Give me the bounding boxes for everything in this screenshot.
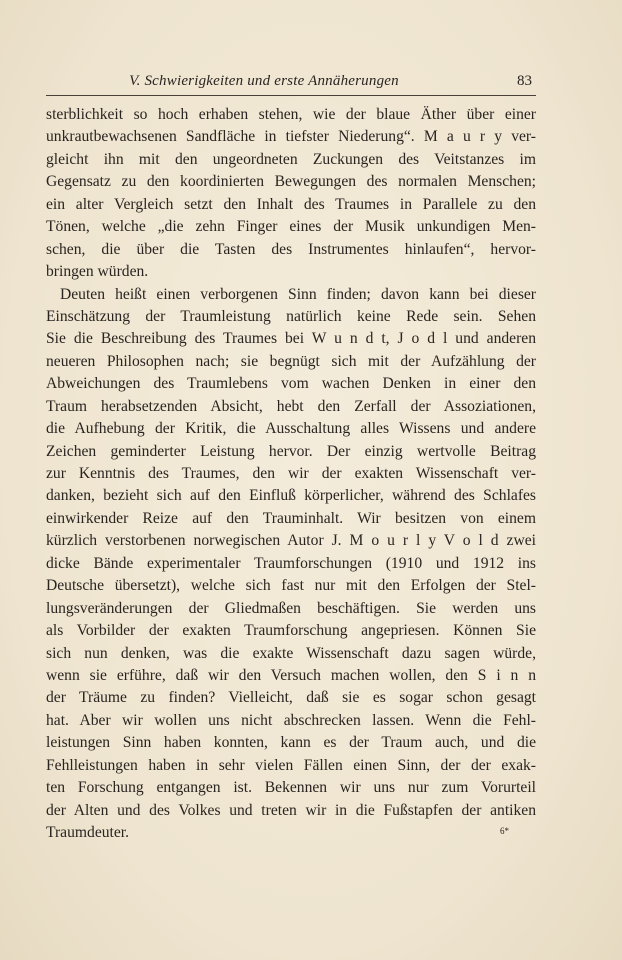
text-line: sich nun denken, was die exakte Wissenschaft dazu sagen würde, bbox=[46, 644, 536, 662]
text-line: Tönen, welche „die zehn Finger eines der Musik unkundigen Men- bbox=[46, 218, 536, 236]
text-line: einwirkender Reize auf den Trauminhalt. Wir besitzen von einem bbox=[46, 509, 536, 527]
text-line: Traumdeuter. bbox=[46, 824, 130, 841]
text-line: neueren Philosophen nach; sie begnügt sich mit der Aufzählung der bbox=[46, 352, 536, 370]
page-number: 83 bbox=[517, 73, 532, 89]
running-title: V. Schwierigkeiten und erste Annäherungen bbox=[129, 73, 399, 89]
text-line: die Aufhebung der Kritik, die Ausschaltung alles Wissens und andere bbox=[46, 420, 536, 438]
text-line: ein alter Vergleich setzt den Inhalt des Traumes in Parallele zu den bbox=[46, 195, 536, 213]
signature-mark: 6* bbox=[500, 826, 509, 836]
body-text bbox=[46, 104, 536, 844]
text-line: sterblichkeit so hoch erhaben stehen, wie der blaue Äther über einer bbox=[46, 106, 536, 123]
text-line: bringen würden. bbox=[46, 263, 149, 281]
text-line: Traum herabsetzenden Absicht, hebt den Zerfall der Assoziationen, bbox=[46, 397, 536, 415]
header-rule bbox=[46, 95, 536, 96]
text-line: Sie die Beschreibung des Traumes bei W u n d t, J o d l und anderen bbox=[46, 330, 536, 348]
paragraph-start-line: Deuten heißt einen verborgenen Sinn finden; davon kann bei dieser bbox=[60, 285, 536, 303]
text-line: unkrautbewachsenen Sandfläche in tiefster Niederung“. M a u r y ver- bbox=[46, 128, 536, 146]
text-line: gleicht ihn mit den ungeordneten Zuckungen des Veitstanzes im bbox=[46, 150, 536, 168]
text-line: kürzlich verstorbenen norwegischen Autor J. M o u r l y V o l d zwei bbox=[46, 532, 536, 550]
text-line: Einschätzung der Traumleistung natürlich keine Rede sein. Sehen bbox=[46, 307, 536, 325]
text-line: lungsveränderungen der Gliedmaßen beschäftigen. Sie werden uns bbox=[46, 599, 536, 617]
text-line: der Alten und des Volkes und treten wir in die Fußstapfen der antiken bbox=[46, 801, 536, 819]
text-line: schen, die über die Tasten des Instrumentes hinlaufen“, hervor- bbox=[46, 240, 536, 258]
text-line: dicke Bände experimentaler Traumforschungen (1910 und 1912 ins bbox=[46, 554, 536, 572]
text-line: ten Forschung entgangen ist. Bekennen wir uns nur zum Vorurteil bbox=[46, 779, 536, 797]
text-line: hat. Aber wir wollen uns nicht abschrecken lassen. Wenn die Fehl- bbox=[46, 711, 536, 729]
text-line: zur Kenntnis des Traumes, den wir der exakten Wissenschaft ver- bbox=[46, 465, 536, 482]
text-line: Abweichungen des Traumlebens vom wachen Denken in einer den bbox=[46, 375, 536, 393]
text-line: wenn sie erführe, daß wir den Versuch machen wollen, den S i n n bbox=[46, 666, 536, 684]
text-line: Fehlleistungen haben in sehr vielen Fällen einen Sinn, der der exak- bbox=[46, 756, 536, 774]
text-line: Gegensatz zu den koordinierten Bewegungen des normalen Menschen; bbox=[46, 173, 536, 191]
text-line: der Träume zu finden? Vielleicht, daß sie es sogar schon gesagt bbox=[46, 689, 536, 707]
text-line: leistungen Sinn haben konnten, kann es der Traum auch, und die bbox=[46, 734, 536, 752]
running-head bbox=[46, 70, 534, 92]
text-line: Zeichen geminderter Leistung hervor. Der einzig wertvolle Beitrag bbox=[46, 442, 536, 460]
text-line: danken, bezieht sich auf den Einfluß körperlicher, während des Schlafes bbox=[46, 487, 536, 505]
text-line: Deutsche übersetzt), welche sich fast nur mit den Erfolgen der Stel- bbox=[46, 577, 536, 595]
text-line: als Vorbilder der exakten Traumforschung angepriesen. Können Sie bbox=[46, 622, 536, 640]
